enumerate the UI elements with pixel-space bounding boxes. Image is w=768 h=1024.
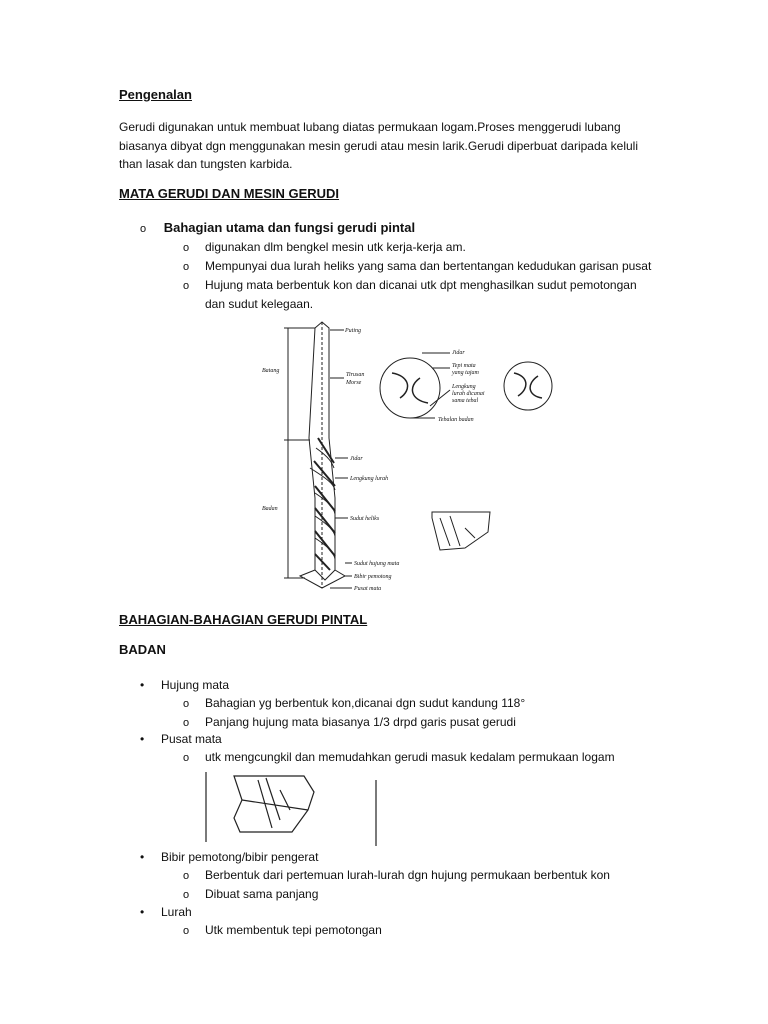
- bullet-item: [140, 903, 192, 921]
- intro-line: biasanya dibyat dgn menggunakan mesin gerudi atau mesin larik.Gerudi diperbuat daripada keluli: [119, 138, 638, 153]
- label-badan: Badan: [262, 506, 278, 512]
- label-puting: Puting: [345, 328, 361, 334]
- bullet-item: [140, 848, 318, 866]
- drill-cross-section: [380, 358, 440, 418]
- sub-list: [183, 748, 615, 767]
- bullet-label: Lurah: [161, 905, 192, 919]
- bullet-label: Pusat mata: [161, 732, 222, 746]
- circle-bullet-icon: o: [183, 242, 190, 254]
- label-sudut-heliks: Sudut heliks: [350, 516, 380, 522]
- section1-subheading-row: [140, 220, 415, 235]
- label-pusat-mata: Pusat mata: [354, 586, 382, 592]
- label-lengkung: Lengkung: [452, 384, 476, 390]
- intro-line: Gerudi digunakan untuk membuat lubang diatas permukaan logam.Proses menggerudi lubang: [119, 120, 621, 134]
- bullet-item: [140, 730, 222, 748]
- label-tebalan-badan: Tebalan badan: [438, 417, 474, 423]
- sub-item-text: Dibuat sama panjang: [205, 887, 319, 901]
- cutting-lip-line: [242, 800, 308, 810]
- sub-item-text: Utk membentuk tepi pemotongan: [205, 923, 382, 937]
- label-yang-tajam: yang tajam: [452, 370, 479, 376]
- label-tirusan: Tirusan: [346, 372, 365, 378]
- intro-paragraph: [119, 118, 679, 174]
- label-jidar-top: Jidar: [452, 350, 465, 356]
- list-item: [183, 238, 663, 257]
- circle-bullet-icon: o: [183, 698, 190, 710]
- section2-subheading: BADAN: [119, 642, 166, 657]
- sub-item-text: utk mengcungkil dan memudahkan gerudi masuk kedalam permukaan logam: [205, 750, 615, 764]
- disc-bullet-icon: •: [140, 905, 145, 919]
- tip-detail: [432, 512, 490, 550]
- disc-bullet-icon: •: [140, 678, 145, 692]
- disc-bullet-icon: •: [140, 732, 145, 746]
- bullet-item: [140, 676, 229, 694]
- sub-item: [183, 866, 610, 885]
- list-item-continuation: dan sudut kelegaan.: [205, 297, 314, 311]
- section1-heading: MATA GERUDI DAN MESIN GERUDI: [119, 186, 340, 201]
- list-item-text: Mempunyai dua lurah heliks yang sama dan bertentangan kedudukan garisan pusat: [205, 259, 652, 273]
- sub-list: [183, 866, 610, 904]
- intro-line: than lasak dan tungsten karbida.: [119, 157, 293, 171]
- label-batang: Batang: [262, 368, 280, 374]
- section2-heading: BAHAGIAN-BAHAGIAN GERUDI PINTAL: [119, 612, 368, 627]
- flute-shading: [314, 438, 335, 570]
- label-morse: Morse: [346, 380, 362, 386]
- intro-heading: Pengenalan: [119, 87, 192, 102]
- label-sama-tebal: sama tebal: [452, 398, 479, 404]
- list-item-text: Hujung mata berbentuk kon dan dicanai utk dpt menghasilkan sudut pemotongan: [205, 278, 637, 292]
- label-jidar: Jidar: [350, 456, 363, 462]
- sub-item-text: Bahagian yg berbentuk kon,dicanai dgn sudut kandung 118°: [205, 696, 526, 710]
- section1-list: [183, 238, 663, 313]
- circle-bullet-icon: o: [183, 280, 190, 292]
- sub-item-text: Panjang hujung mata biasanya 1/3 drpd garis pusat gerudi: [205, 715, 516, 729]
- twist-drill-diagram: [260, 318, 560, 598]
- bullet-label: Hujung mata: [161, 678, 230, 692]
- tip-detail-lines: [440, 516, 475, 546]
- circle-bullet-icon: o: [183, 925, 190, 937]
- sub-item: [183, 694, 525, 713]
- sub-item-text: Berbentuk dari pertemuan lurah-lurah dgn hujung permukaan berbentuk kon: [205, 868, 610, 882]
- circle-bullet-icon: o: [183, 717, 190, 729]
- sub-item: [183, 921, 382, 940]
- drill-point-diagram: [200, 770, 382, 848]
- circle-bullet-icon: o: [183, 870, 190, 882]
- cross-section-flutes: [392, 373, 428, 403]
- circle-bullet-icon: o: [183, 261, 190, 273]
- label-lurah-dicanai: lurah dicanai: [452, 391, 485, 397]
- list-item: [183, 276, 663, 295]
- section1-subheading: Bahagian utama dan fungsi gerudi pintal: [163, 220, 416, 235]
- label-sudut-hujung-mata: Sudut hujung mata: [354, 561, 400, 567]
- bullet-label: Bibir pemotong/bibir pengerat: [161, 850, 319, 864]
- drill-end-view: [504, 362, 552, 410]
- label-lengkung-lurah: Lengkung lurah: [350, 476, 389, 482]
- end-view-flutes: [514, 373, 542, 398]
- sub-item: [183, 748, 615, 767]
- list-item: [183, 257, 663, 276]
- disc-bullet-icon: •: [140, 850, 145, 864]
- sub-item: [183, 713, 525, 732]
- label-bibir-pemotong: Bibir pemotong: [354, 574, 392, 580]
- sub-list: [183, 921, 382, 940]
- list-item-text: digunakan dlm bengkel mesin utk kerja-kerja am.: [205, 240, 466, 254]
- drill-point-outline: [234, 776, 314, 832]
- circle-bullet-icon: o: [183, 752, 190, 764]
- label-tepi-mata: Tepi mata: [452, 363, 476, 369]
- sub-list: [183, 694, 525, 732]
- sub-item: [183, 885, 610, 904]
- circle-bullet-icon: o: [183, 889, 190, 901]
- circle-bullet-icon: o: [140, 223, 147, 235]
